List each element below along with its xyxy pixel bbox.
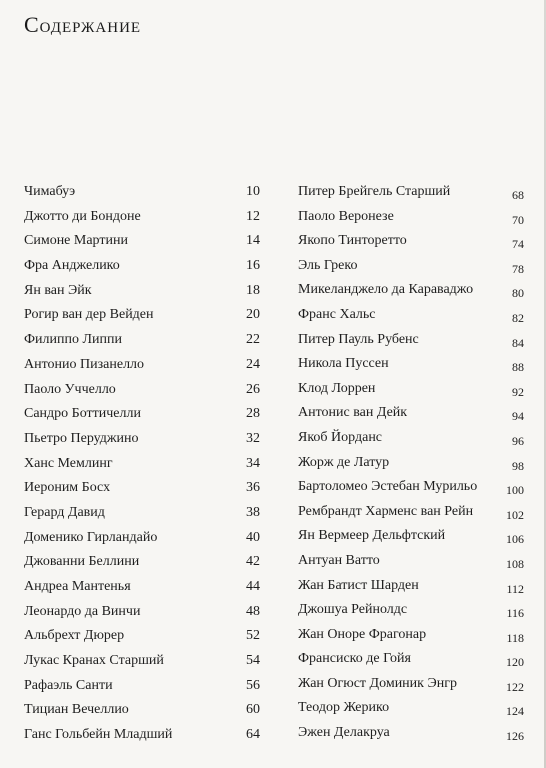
toc-entry-page: 34 xyxy=(246,455,260,471)
toc-entry xyxy=(298,254,524,279)
toc-entry-page: 126 xyxy=(506,729,524,744)
toc-entry-page: 98 xyxy=(512,458,524,473)
toc-entry xyxy=(24,600,260,625)
toc-entry xyxy=(24,427,260,452)
toc-entry-page: 28 xyxy=(246,406,260,422)
toc-entry-title: Пьетро Перуджино xyxy=(24,430,139,446)
toc-entry-title: Франсиско де Гойя xyxy=(298,651,411,667)
toc-entry xyxy=(24,723,260,748)
toc-entry-title: Чимабуэ xyxy=(24,184,76,199)
toc-entry xyxy=(298,401,524,426)
toc-entry-page: 108 xyxy=(506,556,524,571)
toc-entry-page: 94 xyxy=(512,409,524,424)
toc-entry-page: 52 xyxy=(246,628,260,644)
toc-entry xyxy=(24,254,260,279)
toc-entry xyxy=(298,352,524,377)
toc-entry xyxy=(298,647,524,672)
toc-entry-page: 118 xyxy=(506,630,524,645)
toc-entry xyxy=(298,672,524,697)
toc-entry-page: 38 xyxy=(246,504,260,520)
toc-entry-page: 16 xyxy=(246,258,260,274)
toc-entry xyxy=(24,476,260,501)
toc-entry xyxy=(24,526,260,551)
toc-entry-title: Антонио Пизанелло xyxy=(24,356,145,372)
toc-entry xyxy=(24,575,260,600)
toc-entry-title: Симоне Мартини xyxy=(24,233,128,249)
toc-entry-page: 54 xyxy=(246,653,260,669)
toc-entry-title: Жан Оноре Фрагонар xyxy=(298,626,427,642)
toc-entry-page: 24 xyxy=(246,356,260,372)
toc-entry xyxy=(24,180,260,205)
toc-entry-title: Филиппо Липпи xyxy=(24,332,122,348)
toc-entry-page: 18 xyxy=(246,282,260,298)
toc-entry-title: Джотто ди Бондоне xyxy=(24,208,141,224)
toc-entry-title: Ян ван Эйк xyxy=(24,282,92,298)
toc-entry xyxy=(24,378,260,403)
toc-entry xyxy=(298,303,524,328)
toc-entry-page: 92 xyxy=(512,384,524,399)
toc-entry-title: Герард Давид xyxy=(24,504,105,520)
toc-entry-title: Ян Вермеер Дельфтский xyxy=(298,528,446,544)
toc-entry-title: Джошуа Рейнолдс xyxy=(298,602,408,618)
toc-entry xyxy=(298,180,524,205)
toc-entry xyxy=(24,649,260,674)
toc-entry-title: Джованни Беллини xyxy=(24,554,140,570)
toc-entry-title: Бартоломео Эстебан Мурильо xyxy=(298,479,478,495)
toc-entry xyxy=(298,598,524,623)
toc-entry-page: 56 xyxy=(246,677,260,693)
toc-entry xyxy=(24,205,260,230)
toc-entry-page: 106 xyxy=(506,532,524,547)
toc-entry-title: Якоб Йорданс xyxy=(298,429,383,445)
toc-entry xyxy=(24,328,260,353)
toc-entry xyxy=(24,624,260,649)
toc-entry-title: Рогир ван дер Вейден xyxy=(24,307,154,323)
toc-entry-title: Иероним Босх xyxy=(24,480,111,496)
toc-entry-title: Ганс Гольбейн Младший xyxy=(24,727,173,743)
toc-entry-page: 112 xyxy=(506,581,524,596)
toc-entry-page: 102 xyxy=(506,507,524,522)
toc-entry xyxy=(298,451,524,476)
toc-entry-page: 116 xyxy=(506,606,524,621)
toc-entry xyxy=(298,500,524,525)
toc-entry xyxy=(298,377,524,402)
toc-entry xyxy=(298,205,524,230)
toc-entry-title: Антонис ван Дейк xyxy=(298,405,408,421)
toc-entry-title: Паоло Веронезе xyxy=(298,208,394,224)
toc-entry-page: 88 xyxy=(512,360,524,375)
toc-entry-page: 26 xyxy=(246,381,260,397)
toc-entry-title: Питер Пауль Рубенс xyxy=(298,331,419,347)
toc-entry-title: Питер Брейгель Старший xyxy=(298,184,451,199)
toc-entry xyxy=(24,402,260,427)
toc-entry-page: 14 xyxy=(246,233,260,249)
toc-entry-page: 44 xyxy=(246,579,260,594)
toc-entry xyxy=(298,696,524,721)
toc-entry-page: 96 xyxy=(512,433,524,448)
toc-entry-title: Жорж де Латур xyxy=(298,454,390,470)
toc-entry-page: 68 xyxy=(512,188,524,202)
toc-column-right xyxy=(298,180,524,746)
toc-entry-title: Доменико Гирландайо xyxy=(24,529,158,545)
toc-entry-title: Ханс Мемлинг xyxy=(24,455,113,471)
toc-entry xyxy=(24,501,260,526)
toc-entry xyxy=(24,550,260,575)
toc-entry xyxy=(298,574,524,599)
toc-entry-page: 64 xyxy=(246,727,260,743)
toc-entry-title: Эль Греко xyxy=(298,257,358,273)
toc-entry-title: Эжен Делакруа xyxy=(298,725,390,741)
toc-entry-title: Жан Батист Шарден xyxy=(298,577,419,593)
toc-entry-page: 122 xyxy=(506,679,524,694)
toc-column-left xyxy=(24,180,260,748)
toc-entry-page: 32 xyxy=(246,430,260,446)
toc-entry-page: 124 xyxy=(506,704,524,719)
toc-entry-page: 48 xyxy=(246,603,260,619)
toc-entry xyxy=(298,328,524,353)
toc-entry xyxy=(24,698,260,723)
toc-entry-title: Сандро Боттичелли xyxy=(24,406,141,422)
toc-entry xyxy=(298,229,524,254)
toc-entry-page: 42 xyxy=(246,554,260,570)
toc-entry xyxy=(298,524,524,549)
toc-entry-page: 84 xyxy=(512,335,524,350)
toc-entry xyxy=(298,623,524,648)
toc-entry xyxy=(24,229,260,254)
toc-entry-page: 36 xyxy=(246,480,260,496)
toc-entry xyxy=(298,549,524,574)
toc-entry-title: Никола Пуссен xyxy=(298,356,389,372)
toc-entry-title: Леонардо да Винчи xyxy=(24,603,141,619)
toc-entry xyxy=(24,353,260,378)
toc-entry-title: Жан Огюст Доминик Энгр xyxy=(298,675,457,691)
toc-entry-page: 60 xyxy=(246,702,260,718)
toc-entry-title: Андреа Мантенья xyxy=(24,579,131,594)
toc-entry-title: Альбрехт Дюрер xyxy=(24,628,125,644)
toc-entry-page: 40 xyxy=(246,529,260,545)
toc-entry xyxy=(24,452,260,477)
toc-entry xyxy=(24,279,260,304)
toc-entry-title: Фра Анджелико xyxy=(24,258,120,274)
toc-entry-page: 100 xyxy=(506,483,524,498)
toc-entry xyxy=(24,303,260,328)
toc-entry-title: Антуан Ватто xyxy=(298,552,380,568)
toc-entry-page: 20 xyxy=(246,307,260,323)
toc-entry-page: 78 xyxy=(512,261,524,276)
toc-entry-page: 22 xyxy=(246,332,260,348)
toc-entry-title: Тициан Вечеллио xyxy=(24,702,129,718)
toc-entry-title: Паоло Уччелло xyxy=(24,381,116,397)
toc-entry xyxy=(24,674,260,699)
toc-entry xyxy=(298,426,524,451)
toc-entry xyxy=(298,721,524,746)
toc-entry-title: Клод Лоррен xyxy=(298,380,376,396)
toc-entry xyxy=(298,475,524,500)
toc-entry-title: Рафаэль Санти xyxy=(24,677,113,693)
toc-entry-title: Франс Хальс xyxy=(298,306,376,322)
toc-entry-page: 12 xyxy=(246,208,260,224)
toc-entry-page: 120 xyxy=(506,655,524,670)
toc-entry-title: Микеланджело да Караваджо xyxy=(298,282,474,298)
toc-entry-page: 10 xyxy=(246,184,260,199)
page-title: Содержание xyxy=(24,12,142,37)
toc-entry-title: Рембрандт Харменс ван Рейн xyxy=(298,503,474,519)
toc-entry-title: Теодор Жерико xyxy=(298,700,390,716)
toc-entry-title: Лукас Кранах Старший xyxy=(24,653,164,669)
toc-entry-title: Якопо Тинторетто xyxy=(298,233,407,249)
toc-entry-page: 80 xyxy=(512,286,524,301)
toc-entry-page: 82 xyxy=(512,310,524,325)
toc-entry-page: 70 xyxy=(512,212,524,227)
toc-entry xyxy=(298,278,524,303)
toc-entry-page: 74 xyxy=(512,237,524,252)
